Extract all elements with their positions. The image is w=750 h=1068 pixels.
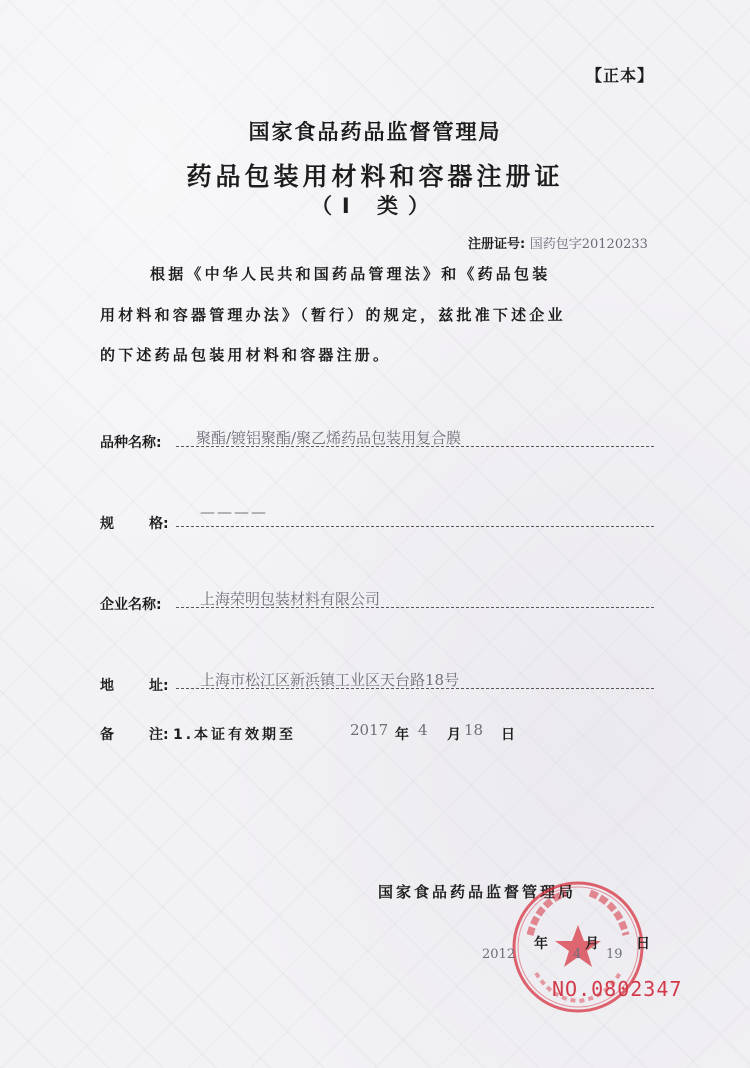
remark-label-char-1: 备	[100, 727, 114, 743]
issue-year: 2012	[482, 947, 516, 962]
spec-label-char-2: 格:	[149, 516, 169, 532]
copy-type-tag: 【正本】	[585, 66, 654, 85]
issue-month: 4	[573, 947, 582, 962]
product-name-value: 聚酯/镀铝聚酯/聚乙烯药品包装用复合膜	[196, 429, 462, 447]
valid-month-unit: 月	[447, 727, 461, 743]
address-label-char-1: 地	[100, 678, 114, 694]
address-label-char-2: 址:	[149, 678, 169, 694]
registration-number-value: 国药包字20120233	[529, 237, 648, 252]
spec-underline	[176, 526, 654, 527]
valid-until-day: 18	[464, 721, 484, 739]
address-underline	[176, 688, 654, 689]
footer-issuer: 国家食品药品监督管理局	[378, 883, 577, 901]
remark-validity-text: 1.本证有效期至	[173, 727, 297, 743]
company-name-label: 企业名称:	[100, 597, 162, 613]
company-name-value: 上海荣明包装材料有限公司	[200, 590, 381, 608]
spec-label-char-1: 规	[100, 516, 114, 532]
product-name-label: 品种名称:	[100, 435, 162, 451]
certificate-title: 药品包装用材料和容器注册证	[186, 162, 564, 191]
registration-number-label: 注册证号:	[468, 237, 526, 252]
issue-day-unit: 日	[636, 936, 650, 952]
issuer-heading: 国家食品药品监督管理局	[248, 120, 502, 144]
issue-year-unit: 年	[534, 936, 548, 952]
valid-day-unit: 日	[501, 727, 515, 743]
approval-text-line-3: 的下述药品包装用材料和容器注册。	[100, 346, 392, 364]
approval-text-line-1: 根据《中华人民共和国药品管理法》和《药品包装	[150, 265, 551, 283]
product-name-underline	[176, 446, 654, 447]
spec-value: ————	[200, 503, 268, 521]
issue-month-unit: 月	[585, 936, 599, 952]
address-value: 上海市松江区新浜镇工业区天台路18号	[200, 671, 460, 689]
valid-until-month: 4	[418, 721, 428, 739]
valid-until-year: 2017	[350, 721, 389, 739]
approval-text-line-2: 用材料和容器管理办法》（暂行）的规定，兹批准下述企业	[100, 306, 566, 324]
remark-label-char-2: 注:	[149, 727, 169, 743]
company-name-underline	[176, 607, 654, 608]
issue-day: 19	[606, 947, 623, 962]
serial-number: NO.0802347	[552, 977, 683, 1001]
valid-year-unit: 年	[395, 727, 409, 743]
registration-number	[468, 233, 648, 252]
certificate-class: （Ⅰ 类）	[310, 194, 440, 218]
